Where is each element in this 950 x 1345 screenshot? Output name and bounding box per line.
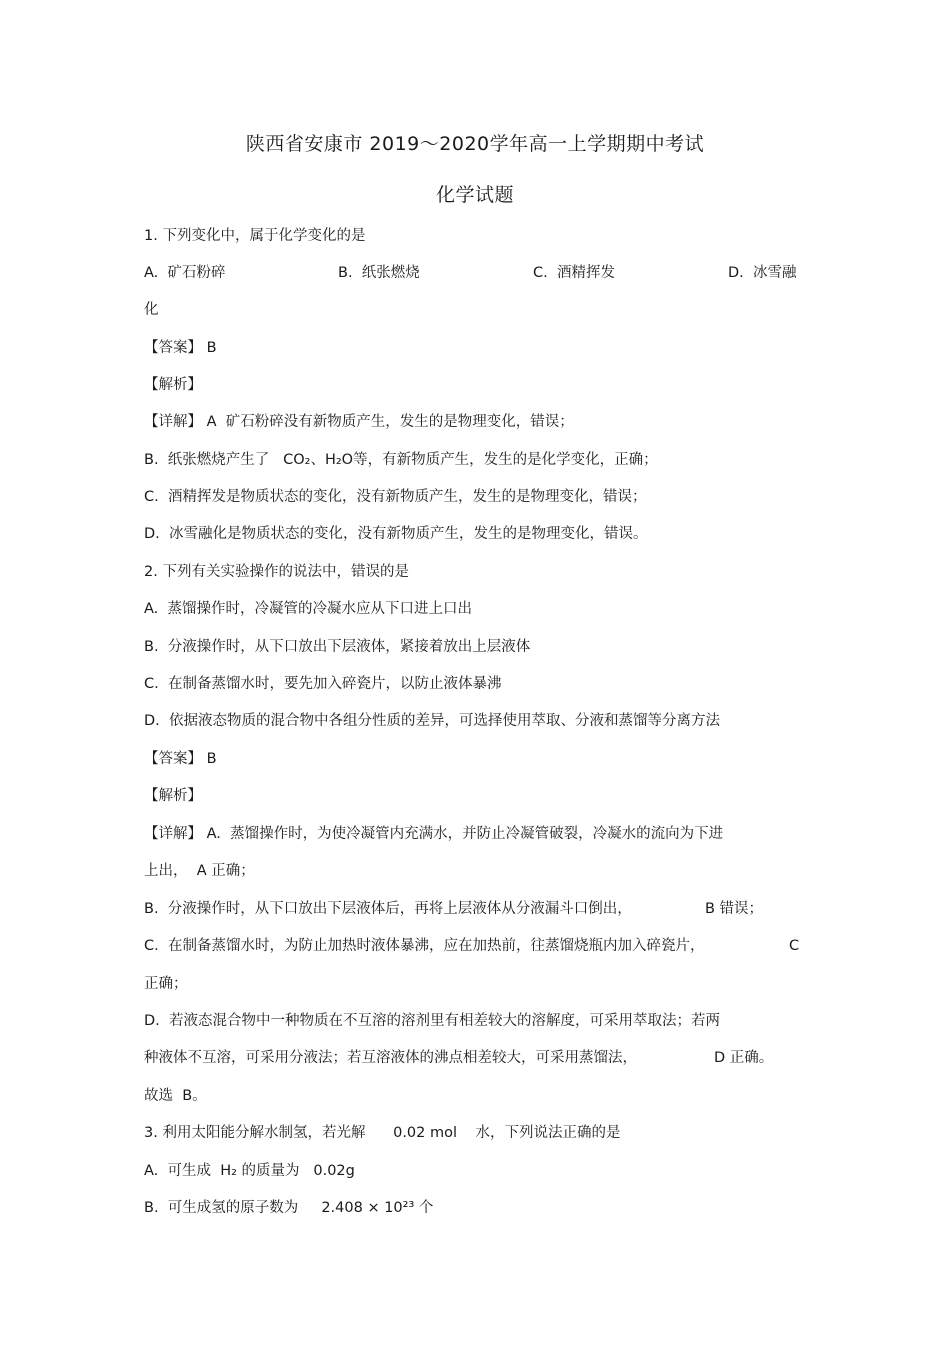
q1-stem: 1. 下列变化中，属于化学变化的是 [144,228,366,244]
document-title: 陕西省安康市 2019～2020学年高一上学期期中考试 [245,133,705,155]
q3-option-b: B. 可生成氢的原子数为 2.408 × 10²³ 个 [144,1200,434,1216]
q1-option-d-continued: 化 [144,302,159,318]
q3-option-a: A. 可生成 H₂ 的质量为 0.02g [144,1163,355,1179]
q2-detail-1-continued: 上出， A 正确； [144,863,255,879]
q1-option-a: A. 矿石粉碎 [144,265,226,281]
q1-detail-4: D. 冰雪融化是物质状态的变化，没有新物质产生，发生的是物理变化，错误。 [144,526,648,542]
document-subtitle: 化学试题 [435,184,514,206]
q1-detail-2: B. 纸张燃烧产生了 CO₂、H₂O等，有新物质产生，发生的是化学变化，正确； [144,452,658,468]
q1-analysis-heading: 【解析】 [144,377,202,393]
q2-conclusion: 故选 B。 [144,1088,207,1104]
q2-option-b: B. 分液操作时，从下口放出下层液体，紧接着放出上层液体 [144,639,531,655]
q1-option-d: D. 冰雪融 [728,265,797,281]
q1-option-b: B. 纸张燃烧 [338,265,420,281]
q2-detail-4: D. 若液态混合物中一种物质在不互溶的溶剂里有相差较大的溶解度，可采用萃取法；若两 [144,1013,720,1029]
q2-analysis-heading: 【解析】 [144,788,202,804]
q2-detail-1: 【详解】 A. 蒸馏操作时，为使冷凝管内充满水，并防止冷凝管破裂，冷凝水的流向为下进 [144,826,724,842]
q2-detail-3-continued: 正确； [144,976,188,992]
q2-option-a: A. 蒸馏操作时，冷凝管的冷凝水应从下口进上口出 [144,601,472,617]
q1-option-c: C. 酒精挥发 [533,265,615,281]
q3-stem: 3. 利用太阳能分解水制氢，若光解 0.02 mol 水，下列说法正确的是 [144,1125,621,1141]
q2-stem: 2. 下列有关实验操作的说法中，错误的是 [144,564,409,580]
q1-detail-1: 【详解】 A 矿石粉碎没有新物质产生，发生的是物理变化，错误； [144,414,574,430]
q2-detail-3: C. 在制备蒸馏水时，为防止加热时液体暴沸，应在加热前，往蒸馏烧瓶内加入碎瓷片， [144,938,705,954]
q2-detail-4-continued: 种液体不互溶，可采用分液法；若互溶液体的沸点相差较大，可采用蒸馏法， [144,1050,637,1066]
q1-answer: 【答案】 B [144,340,217,356]
q1-detail-3: C. 酒精挥发是物质状态的变化，没有新物质产生，发生的是物理变化，错误； [144,489,647,505]
q2-option-d: D. 依据液态物质的混合物中各组分性质的差异，可选择使用萃取、分液和蒸馏等分离方法 [144,713,720,729]
q2-option-c: C. 在制备蒸馏水时，要先加入碎瓷片，以防止液体暴沸 [144,676,502,692]
q2-detail-4-verdict: D 正确。 [714,1050,774,1066]
q2-detail-2-verdict: B 错误； [705,901,764,917]
q2-detail-2: B. 分液操作时，从下口放出下层液体后，再将上层液体从分液漏斗口倒出， [144,901,632,917]
q2-detail-3-verdict: C [789,938,800,954]
q2-answer: 【答案】 B [144,751,217,767]
